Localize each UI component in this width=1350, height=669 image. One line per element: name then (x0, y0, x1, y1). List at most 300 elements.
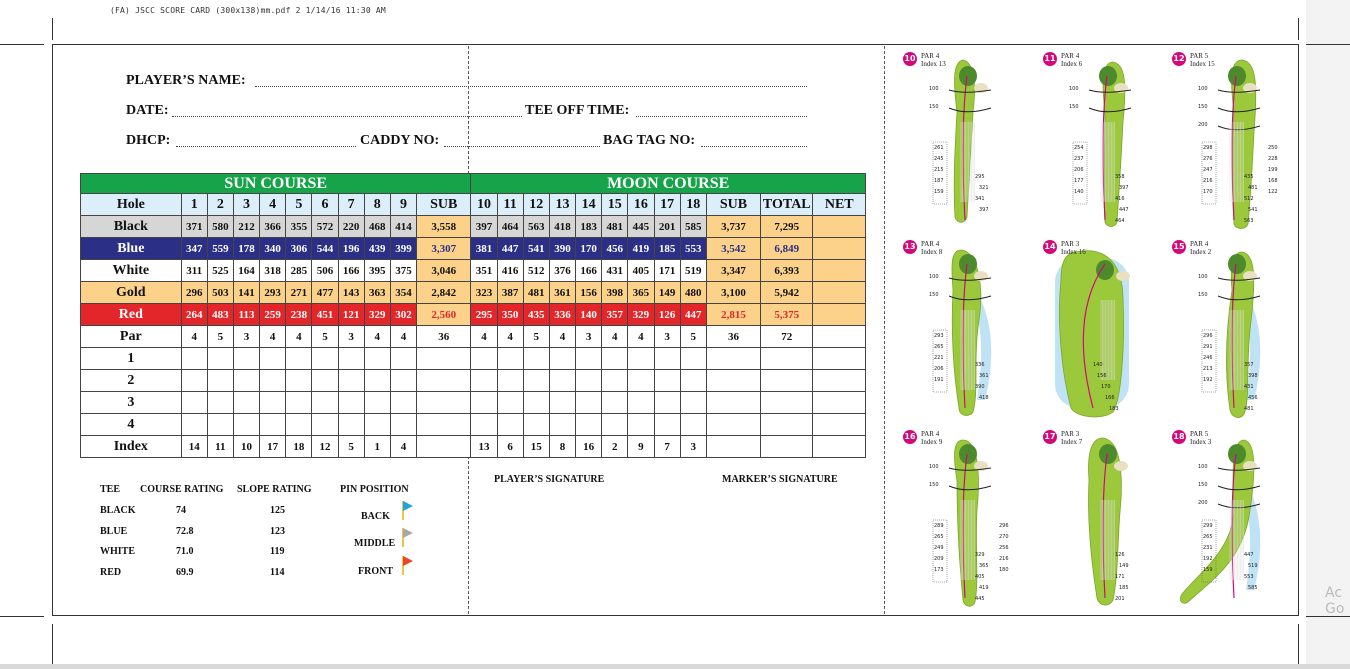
rating-tee: RED (100, 566, 122, 578)
index-cell: 18 (286, 436, 312, 458)
hole-14-map (1043, 240, 1161, 435)
yardage-cell: 399 (390, 238, 416, 260)
rating-slope: 114 (270, 566, 285, 578)
par-in: 36 (706, 326, 760, 348)
yardage-cell: 519 (680, 260, 706, 282)
score-entry-cell[interactable] (602, 414, 628, 436)
hole-number-badge: 14 (1043, 240, 1057, 254)
tee-box-distance: 397 (1119, 185, 1129, 191)
score-entry-cell[interactable] (312, 392, 338, 414)
yardage-cell: 387 (497, 282, 523, 304)
player-row-label: 4 (81, 414, 182, 436)
tee-box-distance: 447 (1244, 552, 1254, 558)
score-entry-cell[interactable] (417, 348, 471, 370)
bag-tag-field[interactable] (701, 146, 807, 147)
hole-number-badge: 11 (1043, 52, 1057, 66)
score-entry-cell[interactable] (576, 370, 602, 392)
distance-marker: 150 (929, 292, 939, 298)
score-entry-cell[interactable] (471, 392, 497, 414)
hole-index: Index 2 (1190, 248, 1212, 256)
index-cell: 17 (260, 436, 286, 458)
par-cell: 4 (260, 326, 286, 348)
tee-yardage: 298 (1203, 145, 1213, 151)
index-cell: 13 (471, 436, 497, 458)
tee-box-distance: 201 (1115, 596, 1125, 602)
score-entry-cell[interactable] (628, 392, 654, 414)
score-entry-cell[interactable] (654, 414, 680, 436)
score-entry-cell[interactable] (576, 414, 602, 436)
yardage-cell: 512 (523, 260, 549, 282)
tee-off-field[interactable] (636, 116, 807, 117)
score-entry-cell[interactable] (207, 414, 233, 436)
score-entry-cell[interactable] (364, 392, 390, 414)
tee-yardage: 249 (934, 545, 944, 551)
score-table (80, 173, 866, 458)
distance-marker: 150 (929, 104, 939, 110)
yardage-cell: 351 (471, 260, 497, 282)
tee-box-distance: 481 (1244, 406, 1254, 412)
score-entry-cell[interactable] (761, 414, 813, 436)
distance-marker: 200 (1198, 122, 1208, 128)
caddy-label: CADDY NO: (360, 133, 440, 148)
score-entry-cell[interactable] (364, 370, 390, 392)
score-entry-cell[interactable] (680, 414, 706, 436)
tee-box-distance: 416 (1115, 196, 1125, 202)
distance-marker: 100 (1198, 86, 1208, 92)
yardage-cell: 525 (207, 260, 233, 282)
score-entry-cell[interactable] (364, 414, 390, 436)
score-entry-cell[interactable] (260, 414, 286, 436)
hole-number-badge: 13 (903, 240, 917, 254)
tee-name: White (81, 260, 182, 282)
score-entry-cell[interactable] (761, 370, 813, 392)
tee-yardage: 215 (934, 167, 944, 173)
score-entry-cell[interactable] (417, 392, 471, 414)
distance-marker: 150 (929, 482, 939, 488)
score-entry-cell[interactable] (417, 370, 471, 392)
yardage-cell: 559 (207, 238, 233, 260)
par-label: Par (81, 326, 182, 348)
player-name-label: PLAYER’S NAME: (126, 73, 246, 88)
tee-yardage: 213 (1203, 366, 1213, 372)
hole-number-badge: 12 (1172, 52, 1186, 66)
yardage-cell: 271 (286, 282, 312, 304)
score-entry-cell[interactable] (471, 348, 497, 370)
crop-mark (0, 44, 44, 45)
sun-course-title: SUN COURSE (81, 174, 471, 194)
score-entry-cell[interactable] (338, 392, 364, 414)
score-entry-cell[interactable] (207, 392, 233, 414)
score-entry-cell[interactable] (813, 414, 866, 436)
score-entry-cell[interactable] (286, 392, 312, 414)
score-entry-cell[interactable] (813, 392, 866, 414)
pin-flag-icon (400, 499, 414, 521)
in-subtotal: 3,347 (706, 260, 760, 282)
score-entry-cell[interactable] (497, 348, 523, 370)
score-entry-cell[interactable] (706, 370, 760, 392)
file-header: (FA) JSCC SCORE CARD (300x138)mm.pdf 2 1/14/16 11:30 AM (110, 6, 386, 15)
yardage-cell: 456 (602, 238, 628, 260)
score-entry-cell[interactable] (813, 348, 866, 370)
par-cell: 4 (471, 326, 497, 348)
yardage-cell: 477 (312, 282, 338, 304)
score-entry-cell[interactable] (233, 370, 259, 392)
score-entry-cell[interactable] (181, 414, 207, 436)
yardage-cell: 318 (260, 260, 286, 282)
tee-yardage: 265 (1203, 534, 1213, 540)
total-cell: 6,849 (761, 238, 813, 260)
yardage-cell: 366 (260, 216, 286, 238)
score-entry-cell[interactable] (286, 414, 312, 436)
header-cell: Hole (81, 194, 182, 216)
tee-box-distance: 419 (979, 585, 989, 591)
score-entry-cell[interactable] (338, 414, 364, 436)
crop-mark (1298, 624, 1299, 664)
tee-box-distance: 512 (1244, 196, 1254, 202)
player-name-field[interactable] (255, 86, 807, 87)
header-cell: TOTAL (761, 194, 813, 216)
yardage-cell: 572 (312, 216, 338, 238)
score-entry-cell[interactable] (207, 370, 233, 392)
hole-layout-icon (903, 52, 1021, 232)
crop-mark (1306, 44, 1350, 45)
net-cell (813, 260, 866, 282)
hole-17-map (1043, 430, 1161, 625)
score-entry-cell[interactable] (286, 348, 312, 370)
score-entry-cell[interactable] (576, 348, 602, 370)
score-entry-cell[interactable] (761, 348, 813, 370)
par-cell: 4 (364, 326, 390, 348)
hole-par: PAR 4 (1190, 240, 1209, 248)
rating-tee: BLUE (100, 525, 128, 537)
score-entry-cell[interactable] (312, 348, 338, 370)
total-cell: 6,393 (761, 260, 813, 282)
score-entry-cell[interactable] (523, 370, 549, 392)
tee-yardage: 216 (999, 556, 1009, 562)
tee-box-distance: 585 (1248, 585, 1258, 591)
index-cell: 11 (207, 436, 233, 458)
score-entry-cell[interactable] (602, 348, 628, 370)
score-entry-cell[interactable] (706, 392, 760, 414)
score-entry-cell[interactable] (654, 392, 680, 414)
tee-box-distance: 183 (1109, 406, 1119, 412)
par-cell: 5 (312, 326, 338, 348)
tee-row-blue (81, 238, 866, 260)
hole-par: PAR 3 (1061, 240, 1080, 248)
score-entry-cell[interactable] (680, 392, 706, 414)
score-entry-cell[interactable] (260, 370, 286, 392)
tee-box-distance: 170 (1101, 384, 1111, 390)
hole-info (1061, 430, 1082, 446)
tee-box-distance: 365 (979, 563, 989, 569)
hole-layout-icon (1043, 430, 1161, 610)
pin-front-label: FRONT (358, 566, 393, 577)
yardage-cell: 329 (364, 304, 390, 326)
score-entry-cell[interactable] (549, 414, 575, 436)
tee-yardage: 209 (934, 556, 944, 562)
score-entry-cell[interactable] (523, 414, 549, 436)
tee-yardage: 276 (1203, 156, 1213, 162)
score-entry-cell[interactable] (312, 370, 338, 392)
par-cell: 4 (390, 326, 416, 348)
hole-number-badge: 16 (903, 430, 917, 444)
hole-info (1190, 240, 1211, 256)
tee-yardage: 206 (1074, 167, 1084, 173)
tee-yardage: 192 (1203, 377, 1213, 383)
yardage-cell: 264 (181, 304, 207, 326)
tee-yardage: 289 (934, 523, 944, 529)
yardage-cell: 329 (628, 304, 654, 326)
yardage-cell: 311 (181, 260, 207, 282)
yardage-cell: 323 (471, 282, 497, 304)
index-cell: 3 (680, 436, 706, 458)
yardage-cell: 480 (680, 282, 706, 304)
hole-11-map (1043, 52, 1161, 247)
score-entry-cell[interactable] (523, 348, 549, 370)
crop-mark (1298, 18, 1299, 40)
score-entry-cell[interactable] (181, 348, 207, 370)
tee-yardage: 246 (1203, 355, 1213, 361)
score-entry-cell[interactable] (181, 392, 207, 414)
score-entry-cell[interactable] (761, 392, 813, 414)
net-cell (813, 216, 866, 238)
yardage-cell: 196 (338, 238, 364, 260)
hole-10-map (903, 52, 1021, 247)
pin-flag-icon (400, 526, 414, 548)
yardage-cell: 445 (628, 216, 654, 238)
yardage-cell: 414 (390, 216, 416, 238)
tee-box-distance: 361 (979, 373, 989, 379)
tee-box-distance: 321 (979, 185, 989, 191)
score-entry-cell[interactable] (680, 348, 706, 370)
fold-line (884, 46, 885, 614)
score-entry-cell[interactable] (471, 414, 497, 436)
yardage-cell: 306 (286, 238, 312, 260)
yardage-cell: 201 (654, 216, 680, 238)
score-entry-cell[interactable] (602, 370, 628, 392)
yardage-cell: 418 (549, 216, 575, 238)
tee-box-distance: 519 (1248, 563, 1258, 569)
par-cell: 3 (576, 326, 602, 348)
header-cell: SUB (417, 194, 471, 216)
bag-tag-label: BAG TAG NO: (603, 133, 696, 148)
tee-yardage: 228 (1268, 156, 1278, 162)
tee-yardage: 191 (934, 377, 944, 383)
out-subtotal: 3,046 (417, 260, 471, 282)
header-cell: 5 (286, 194, 312, 216)
score-entry-cell[interactable] (654, 348, 680, 370)
tee-yardage: 221 (934, 355, 944, 361)
hole-13-map (903, 240, 1021, 435)
score-entry-cell[interactable] (260, 392, 286, 414)
score-entry-cell[interactable] (338, 370, 364, 392)
index-cell: 10 (233, 436, 259, 458)
yardage-cell: 405 (628, 260, 654, 282)
tee-box-distance: 398 (1248, 373, 1258, 379)
hole-par: PAR 5 (1190, 52, 1209, 60)
score-entry-cell[interactable] (602, 392, 628, 414)
yardage-cell: 464 (497, 216, 523, 238)
tee-box-distance: 357 (1244, 362, 1254, 368)
yardage-cell: 503 (207, 282, 233, 304)
tee-box-distance: 126 (1115, 552, 1125, 558)
score-entry-cell[interactable] (549, 392, 575, 414)
caddy-field[interactable] (444, 146, 600, 147)
pin-back-label: BACK (361, 511, 390, 522)
distance-marker: 100 (929, 86, 939, 92)
score-entry-cell[interactable] (628, 370, 654, 392)
score-entry-cell[interactable] (417, 414, 471, 436)
rating-course: 69.9 (176, 566, 194, 578)
tee-yardage: 296 (999, 523, 1009, 529)
score-entry-cell[interactable] (497, 370, 523, 392)
tee-yardage: 261 (934, 145, 944, 151)
yardage-cell: 395 (364, 260, 390, 282)
tee-box-distance: 341 (975, 196, 985, 202)
index-empty (706, 436, 760, 458)
par-cell: 4 (181, 326, 207, 348)
score-entry-cell[interactable] (628, 414, 654, 436)
score-entry-cell[interactable] (497, 392, 523, 414)
score-entry-cell[interactable] (390, 392, 416, 414)
tee-yardage: 177 (1074, 178, 1084, 184)
tee-box-distance: 171 (1115, 574, 1125, 580)
yardage-cell: 340 (260, 238, 286, 260)
score-entry-cell[interactable] (233, 348, 259, 370)
tee-yardage: 265 (934, 534, 944, 540)
header-cell: 14 (576, 194, 602, 216)
header-cell: 9 (390, 194, 416, 216)
score-entry-cell[interactable] (628, 348, 654, 370)
distance-marker: 150 (1198, 482, 1208, 488)
distance-marker: 150 (1069, 104, 1079, 110)
ratings-header-course: COURSE RATING (140, 484, 224, 495)
yardage-cell: 185 (654, 238, 680, 260)
rating-course: 74 (176, 505, 186, 516)
tee-yardage: 265 (934, 344, 944, 350)
tee-box-distance: 563 (1244, 218, 1254, 224)
score-entry-cell[interactable] (390, 348, 416, 370)
score-entry-cell[interactable] (233, 392, 259, 414)
score-entry-cell[interactable] (338, 348, 364, 370)
hole-layout-icon (903, 430, 1021, 610)
score-entry-cell[interactable] (680, 370, 706, 392)
score-entry-cell[interactable] (390, 414, 416, 436)
hole-18-map (1172, 430, 1290, 625)
score-entry-cell[interactable] (207, 348, 233, 370)
hole-index: Index 9 (921, 438, 943, 446)
score-entry-cell[interactable] (523, 392, 549, 414)
hole-12-map (1172, 52, 1290, 247)
hole-par: PAR 4 (921, 52, 940, 60)
score-entry-cell[interactable] (549, 370, 575, 392)
yardage-cell: 238 (286, 304, 312, 326)
yardage-cell: 166 (338, 260, 364, 282)
hole-number-badge: 10 (903, 52, 917, 66)
score-entry-cell[interactable] (233, 414, 259, 436)
yardage-cell: 483 (207, 304, 233, 326)
ratings-header-slope: SLOPE RATING (237, 484, 312, 495)
dhcp-field[interactable] (176, 146, 356, 147)
par-cell: 4 (549, 326, 575, 348)
yardage-cell: 371 (181, 216, 207, 238)
index-sub (417, 436, 471, 458)
score-entry-cell[interactable] (576, 392, 602, 414)
yardage-cell: 361 (549, 282, 575, 304)
score-entry-cell[interactable] (286, 370, 312, 392)
player-row-label: 2 (81, 370, 182, 392)
tee-yardage: 180 (999, 567, 1009, 573)
header-cell: 17 (654, 194, 680, 216)
index-empty (761, 436, 813, 458)
yardage-cell: 336 (549, 304, 575, 326)
score-entry-cell[interactable] (471, 370, 497, 392)
hole-layout-icon (1172, 430, 1290, 610)
tee-yardage: 192 (1203, 556, 1213, 562)
yardage-cell: 419 (628, 238, 654, 260)
ratings-header-pin: PIN POSITION (340, 484, 409, 495)
yardage-cell: 171 (654, 260, 680, 282)
par-cell: 4 (628, 326, 654, 348)
header-cell: 2 (207, 194, 233, 216)
tee-name: Black (81, 216, 182, 238)
score-entry-cell[interactable] (706, 348, 760, 370)
hole-number-badge: 18 (1172, 430, 1186, 444)
yardage-cell: 544 (312, 238, 338, 260)
header-cell: 11 (497, 194, 523, 216)
yardage-cell: 141 (233, 282, 259, 304)
date-field[interactable] (172, 116, 522, 117)
pin-middle-label: MIDDLE (354, 538, 396, 549)
hole-number-badge: 15 (1172, 240, 1186, 254)
index-cell: 7 (654, 436, 680, 458)
score-entry-cell[interactable] (364, 348, 390, 370)
header-cell: 10 (471, 194, 497, 216)
hole-index: Index 6 (1061, 60, 1083, 68)
yardage-cell: 302 (390, 304, 416, 326)
hole-layout-icon (1043, 52, 1161, 232)
rating-slope: 123 (270, 525, 285, 537)
score-entry-cell[interactable] (260, 348, 286, 370)
score-entry-cell[interactable] (497, 414, 523, 436)
score-entry-cell[interactable] (813, 370, 866, 392)
yardage-cell: 140 (576, 304, 602, 326)
hole-16-map (903, 430, 1021, 625)
tee-yardage: 237 (1074, 156, 1084, 162)
tee-box-distance: 481 (1248, 185, 1258, 191)
tee-yardage: 291 (1203, 344, 1213, 350)
yardage-cell: 506 (312, 260, 338, 282)
rating-slope: 119 (270, 546, 285, 557)
par-cell: 4 (602, 326, 628, 348)
yardage-cell: 357 (602, 304, 628, 326)
score-entry-cell[interactable] (312, 414, 338, 436)
activation-watermark: Ac Go (1325, 585, 1345, 617)
tee-row-black (81, 216, 866, 238)
tee-yardage: 170 (1203, 189, 1213, 195)
header-cell: NET (813, 194, 866, 216)
tee-box-distance: 541 (1248, 207, 1258, 213)
score-entry-cell[interactable] (390, 370, 416, 392)
rating-slope: 125 (270, 505, 285, 516)
yardage-cell: 541 (523, 238, 549, 260)
score-entry-cell[interactable] (654, 370, 680, 392)
score-entry-cell[interactable] (706, 414, 760, 436)
tee-box-distance: 336 (975, 362, 985, 368)
score-entry-cell[interactable] (549, 348, 575, 370)
score-entry-cell[interactable] (181, 370, 207, 392)
hole-info (1190, 430, 1211, 446)
